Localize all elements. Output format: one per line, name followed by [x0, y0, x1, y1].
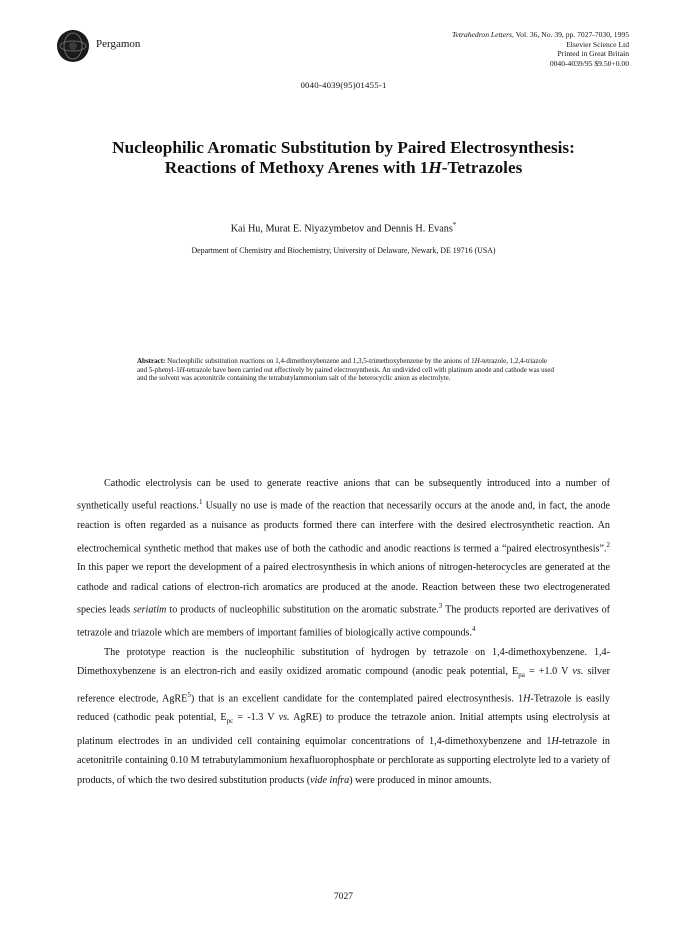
title-line-2: Reactions of Methoxy Arenes with 1H-Tetrazoles — [164, 158, 523, 177]
reference-4: 4 — [472, 624, 476, 633]
printed-line: Printed in Great Britain — [557, 49, 629, 59]
reference-3: 3 — [438, 602, 443, 611]
reference-1: 1 — [198, 498, 203, 507]
title-line-1: Nucleophilic Aromatic Substitution by Paired Electrosynthesis: — [112, 138, 575, 157]
abstract-label: Abstract: — [137, 357, 166, 365]
publisher-name: Pergamon — [96, 38, 141, 50]
paragraph-2: The prototype reaction is the nucleophilic substitution of hydrogen by tetrazole on 1,4-dimethoxybenzene. 1,4-Dimethoxybenzene is an electron-rich and easily oxidized aromatic compound (anodic peak potential, $E_{pa} = +1.0$ V vs. silver reference electrode, AgRE$^5$) that is an excellent candidate for the contemplated paired electrosynthesis. 1H-Tetrazole is easily reduced (cathodic peak potential, $E_{pc} = -1.3$ V vs. AgRE) to produce the tetrazole anion. Initial attempts using electrolysis at platinum electrodes in an undivided cell containing equimolar concentrations of 1,4-dimethoxybenzene and 1H-tetrazole in acetonitrile containing 0.10 M tetrabutylammonium hexafluorophosphate or perchlorate as supporting electrolyte led to a variety of products, of which the two desired substitution products (vide infra) were produced in minor amounts. — [77, 646, 611, 786]
pergamon-logo — [57, 30, 89, 62]
abstract: Abstract: Nucleophilic substitution reactions on 1,4-dimethoxybenzene and 1,3,5-trimethoxybenzene by the anions of 1H-tetrazole, 1,2,4-triazole and 5-phenyl-1H-tetrazole have been carried out effectively by paired electrosynthesis. An undivided cell with platinum anode and cathode was used and the solvent was acetonitrile containing the tetrabutylammonium salt of the heterocyclic anion as electrolyte. — [137, 357, 555, 383]
page-number: 7027 — [334, 892, 353, 902]
body-text — [77, 474, 610, 790]
reference-2: 2 — [606, 540, 610, 549]
paragraph-1: Cathodic electrolysis can be used to generate reactive anions that can be subsequently introduced into a number of synthetically useful reactions.$^1$ Usually no use is made of the reaction that necessarily occurs at the anode and, in fact, the anode reaction is often regarded as a nuisance as products formed there can interfere with the desired electrosynthetic reaction. An electrochemical synthetic method that makes use of both the cathodic and anodic reactions is termed a “paired electrosynthesis”.$^2$ In this paper we report the development of a paired electrosynthesis in which anions of nitrogen-heterocycles are generated at the cathode and radical cations of electron-rich aromatics are produced at the anode. Reaction between these two electrogenerated species leads seriatim to products of nucleophilic substitution on the aromatic substrate.$^3$ The products reported are derivatives of tetrazole and triazole which are members of important families of biologically active compounds.$^4$ — [77, 478, 611, 639]
reference-5: 5 — [187, 690, 191, 699]
corresponding-author-mark: * — [452, 221, 457, 229]
journal-name: Tetrahedron Letters, — [452, 30, 514, 39]
affiliation: Department of Chemistry and Biochemistry, University of Delaware, Newark, DE 19716 (USA) — [191, 246, 496, 255]
paper-title — [60, 138, 627, 178]
journal-reference — [452, 30, 629, 68]
volume-pages: Vol. 36, No. 39, pp. 7027-7030, 1995 — [513, 30, 629, 39]
copyright-line: Elsevier Science Ltd — [566, 39, 629, 49]
document-id: 0040-4039(95)01455-1 — [300, 80, 387, 90]
author-list: Kai Hu, Murat E. Niyazymbetov and Dennis H. Evans* — [230, 221, 457, 235]
journal-citation — [452, 30, 629, 40]
price-line: 0040-4039/95 $9.50+0.00 — [549, 58, 629, 68]
globe-emblem-icon — [57, 30, 89, 62]
